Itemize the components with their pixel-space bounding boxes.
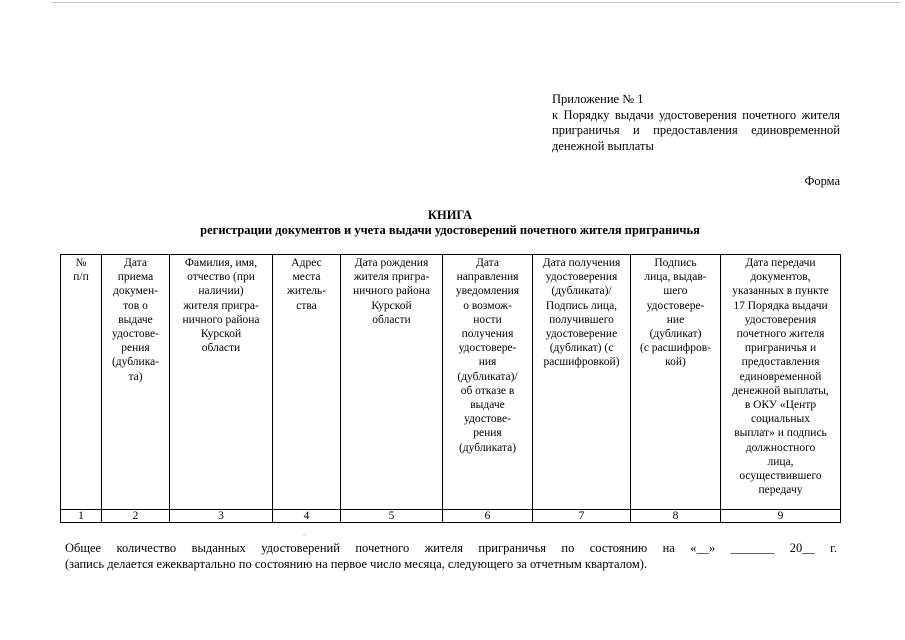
scan-top-edge-line: [52, 2, 900, 3]
column-number: 2: [102, 510, 170, 523]
table-header-row: [61, 255, 841, 510]
scan-mark: -: [303, 530, 306, 539]
appendix-title: Приложение № 1: [552, 92, 644, 106]
heading-line-1: КНИГА: [427, 208, 473, 222]
column-number: 9: [721, 510, 841, 523]
header-cell-2: Дата приема докумен- тов о выдаче удостове- рения (дублика- та): [102, 255, 170, 510]
heading-line-2: регистрации документов и учета выдачи удостоверений почетного жителя приграничья: [200, 223, 700, 237]
header-cell-1: № п/п: [61, 255, 102, 510]
column-number: 8: [631, 510, 721, 523]
document-heading: [60, 208, 840, 238]
column-number: 3: [170, 510, 273, 523]
appendix-block: [552, 92, 840, 154]
appendix-text: к Порядку выдачи удостоверения почетного жителя приграничья и предоставления единовременной денежной выплаты: [552, 107, 840, 153]
header-cell-4: Адрес места житель- ства: [273, 255, 341, 510]
header-cell-3: Фамилия, имя, отчество (при наличии) жителя пригра- ничного района Курской области: [170, 255, 273, 510]
header-cell-7: Дата получения удостоверения (дубликата)/ Подпись лица, получившего удостоверение (дубликат) (с расшифровкой): [533, 255, 631, 510]
header-cell-9: Дата передачи документов, указанных в пункте 17 Порядка выдачи удостоверения почетного жителя приграничья и предоставления единовременной денежной выплаты, в ОКУ «Центр социальных выплат» и подпись должностного лица, осуществившего передачу: [721, 255, 841, 510]
registration-book-table: [60, 254, 841, 523]
header-cell-6: Дата направления уведомления о возмож- ности получения удостовере- ния (дубликата)/ об отказе в выдаче удостове- рения (дубликата): [443, 255, 533, 510]
footer-note: [65, 540, 837, 572]
column-number: 1: [61, 510, 102, 523]
column-number: 7: [533, 510, 631, 523]
header-cell-5: Дата рождения жителя пригра- ничного района Курской области: [341, 255, 443, 510]
column-number: 4: [273, 510, 341, 523]
form-label: Форма: [804, 174, 840, 188]
footer-line-1: Общее количество выданных удостоверений почетного жителя приграничья по состоянию на «__» _______ 20__ г.: [65, 541, 837, 555]
column-number: 6: [443, 510, 533, 523]
column-number-row: [61, 510, 841, 523]
header-cell-8: Подпись лица, выдав- шего удостовере- ние (дубликат) (с расшифров- кой): [631, 255, 721, 510]
column-number: 5: [341, 510, 443, 523]
footer-line-2: (запись делается ежеквартально по состоянию на первое число месяца, следующего за отчетным кварталом).: [65, 557, 648, 571]
